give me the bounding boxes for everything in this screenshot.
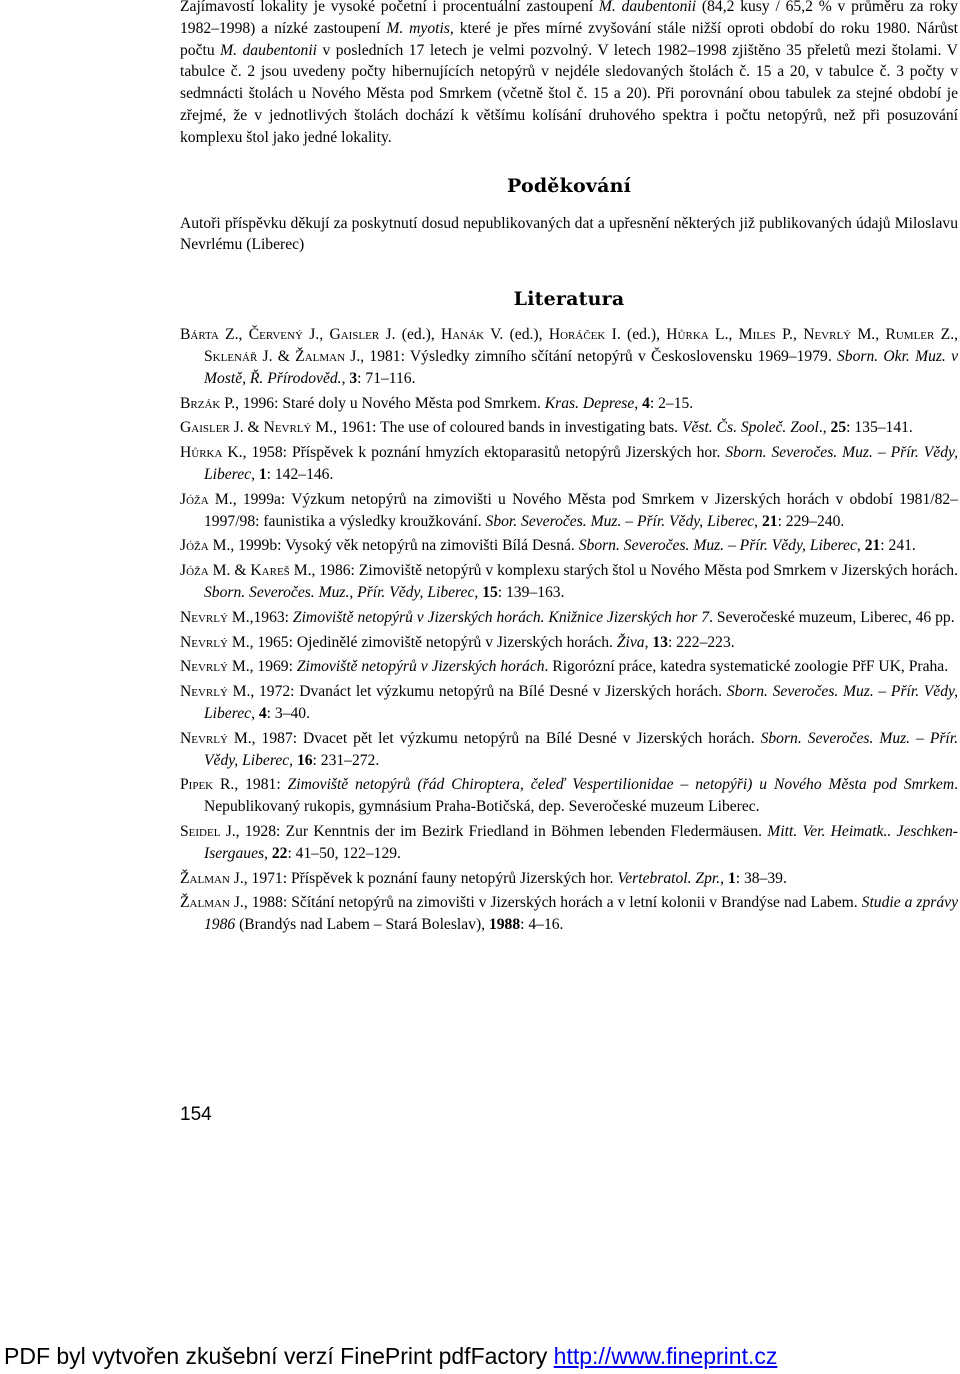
reference-text: : 4–16. [520,916,564,934]
page-number: 154 [180,1104,212,1125]
volume-number: 16 [296,751,313,769]
reference-text: M. & [208,562,251,580]
volume-number: 21 [864,537,881,555]
reference-text: (Brandýs nad Labem – Stará Boleslav), [235,916,489,934]
reference-text: J. & [257,347,296,365]
reference-text: : 139–163. [497,583,565,601]
volume-number: 1 [727,869,736,887]
author-name: Hůrka [180,444,223,462]
reference-item [180,535,958,557]
reference-text: , [341,369,350,387]
reference-text: J., [302,326,330,344]
author-name: Nevrlý [180,658,228,676]
author-name: Jóža [180,490,209,508]
author-name: Gaisler [180,419,230,437]
species-name: M. daubentonii [598,0,697,15]
reference-item [180,560,958,604]
reference-text: M., 1999a: Výzkum netopýrů na zimovišti u Nového Města pod Smrkem v Jizerských horách v období 1981/82–1997/98: faunistika a výsledky kroužkování. [204,490,958,530]
volume-number: 21 [761,512,778,530]
reference-text: J., 1928: Zur Kenntnis der im Bezirk Friedland in Böhmen lebenden Fledermäusen. [220,822,768,840]
volume-number: 1988 [488,916,521,934]
reference-text: V. (ed.), [484,326,549,344]
volume-number: 15 [482,583,498,601]
reference-text: : 229–240. [777,512,845,530]
reference-item [180,656,958,678]
reference-text: : 41–50, 122–129. [287,844,401,862]
reference-text: : 3–40. [266,704,310,722]
reference-text: M.,1963: [227,608,293,626]
reference-item [180,607,958,629]
author-name: Seidel [180,822,221,840]
intro-text: (84,2 kusy / 65,2 % v průměru za roky 1982–1998) a nízké zastoupení [180,0,958,37]
reference-text: , [289,751,297,769]
species-name: M. myotis [386,19,450,37]
author-name: Žalman [180,869,230,887]
reference-text: , [474,583,483,601]
author-name: Nevrlý [803,326,852,344]
reference-text: : 38–39. [735,869,787,887]
author-name: Hanák [441,326,485,344]
reference-text: . Rigorózní práce, katedra systematické zoologie PřF UK, Praha. [544,658,949,676]
author-name: Bárta [180,326,219,344]
volume-number: 25 [830,419,847,437]
reference-item [180,681,958,725]
reference-text: : 71–116. [357,369,416,387]
reference-text: J., 1988: Sčítání netopýrů na zimovišti v Jizerských horách a v letní kolonii v Brandýse nad Labem. [229,894,862,912]
reference-text: , [720,869,728,887]
publication-title: Živa [616,633,645,651]
publication-title: Kras. Deprese [544,394,635,412]
author-name: Rumler [885,326,935,344]
author-name: Hůrka [666,326,709,344]
author-name: Jóža [180,537,209,555]
reference-text: , [754,512,762,530]
reference-item [180,892,958,936]
volume-number: 4 [258,704,267,722]
reference-text: L., [708,326,739,344]
reference-text: Z., [218,326,249,344]
reference-text: J. (ed.), [379,326,442,344]
reference-item [180,821,958,865]
publication-title: Věst. Čs. Společ. Zool [681,419,819,437]
volume-number: 1 [258,465,267,483]
reference-text: M., 1969: [227,658,297,676]
publication-title: Zimoviště netopýrů (řád Chiroptera, čeleď Vespertilionidae – netopýři) u Nového Města pod Smrkem [287,776,955,794]
footer-text: PDF byl vytvořen zkušební verzí FinePrint pdfFactory [4,1343,554,1369]
reference-text: , [856,537,865,555]
reference-item [180,632,958,654]
reference-text: : 135–141. [846,419,913,437]
volume-number: 22 [271,844,288,862]
reference-text: : 231–272. [312,751,380,769]
reference-text: : 142–146. [266,465,334,483]
publication-title: Sborn. Severočes. Muz. – Přír. Vědy, Liberec [578,537,857,555]
author-name: Pipek [180,776,214,794]
reference-item [180,489,958,533]
volume-number: 3 [349,369,358,387]
publication-title: Sbor. Severočes. Muz. – Přír. Vědy, Liberec [485,512,755,530]
reference-text: M., 1961: The use of coloured bands in investigating bats. [311,419,682,437]
intro-text: Zajímavostí lokality je vysoké početní i procentuální zastoupení [180,0,599,15]
volume-number: 4 [642,394,650,412]
reference-text: Z., [934,326,958,344]
reference-text: : 222–223. [667,633,735,651]
author-name: Žalman [295,347,346,365]
reference-item [180,442,958,486]
reference-text: M., 1987: Dvacet pět let výzkumu netopýrů na Bílé Desné v Jizerských horách. [227,729,761,747]
author-name: Miles [738,326,776,344]
author-name: Jóža [180,562,209,580]
publication-title: Zimoviště netopýrů v Jizerských horách. Knižnice Jizerských hor 7 [292,608,710,626]
author-name: Nevrlý [263,419,312,437]
reference-item [180,417,958,439]
author-name: Nevrlý [180,608,228,626]
reference-text: ., [818,419,831,437]
author-name: Nevrlý [180,683,228,701]
author-name: Sklenář [204,347,258,365]
publication-title: Mitt. Ver. Heimatk.. Jeschken-Isergaues [204,822,958,862]
pdf-footer [4,1343,777,1370]
literature-heading: Literatura [513,288,625,311]
reference-text: . Nepublikovaný rukopis, gymnásium Praha-Botičská, dep. Severočeské muzeum Liberec. [204,776,958,816]
reference-text: M., [851,326,886,344]
intro-text: v posledních 17 letech je velmi pozvolný. V letech 1982–1998 zjištěno 35 přeletů mezi štolami. V tabulce č. 2 jsou uvedeny počty hibernujících netopýrů v nejdéle sledovaných štolách č. 15 a 20, v tabulce č. 3 počty v sedmnácti štolách u Nového Města pod Smrkem (včetně štol č. 15 a 20). Při porovnání obou tabulek za stejné období je zřejmé, že v jednotlivých štolách dochází k většímu kolísání druhového spektra i počtu netopýrů, než při posuzování komplexu štol jako jedné lokality. [180,41,958,146]
reference-text: M., 1986: Zimoviště netopýrů v komplexu starých štol u Nového Města pod Smrkem v Jizerských horách. [289,562,958,580]
acknowledgements-heading: Poděkování [506,174,632,197]
author-name: Kareš [250,562,290,580]
reference-text: K., 1958: Příspěvek k poznání hmyzích ektoparasitů netopýrů Jizerských hor. [222,444,726,462]
volume-number: 13 [652,633,668,651]
author-name: Horáček [548,326,606,344]
reference-text: P., [775,326,804,344]
reference-item [180,868,958,890]
reference-text: , [644,633,653,651]
reference-item [180,393,958,415]
publication-title: Zimoviště netopýrů v Jizerských horách [296,658,545,676]
reference-text: J., 1971: Příspěvek k poznání fauny netopýrů Jizerských hor. [229,869,618,887]
intro-text: , které je přes mírné zvyšování stále nižší oproti období do roku 1980. Nárůst počtu [180,19,958,59]
author-name: Brzák [180,394,221,412]
reference-text: J., 1981: Výsledky zimního sčítání netopýrů v Československu 1969–1979. [345,347,837,365]
reference-item [180,774,958,818]
reference-item [180,324,958,389]
publication-title: Studie a zprávy 1986 [204,894,958,934]
publication-title: Sborn. Okr. Muz. v Mostě, Ř. Přírodověd. [204,347,959,387]
publication-title: Vertebratol. Zpr. [617,869,721,887]
publication-title: Sborn. Severočes. Muz. – Přír. Vědy, Liberec [204,729,958,769]
reference-list [180,324,958,936]
author-name: Žalman [180,894,230,912]
publication-title: Sborn. Severočes. Muz. – Přír. Vědy, Liberec [204,683,958,722]
footer-link[interactable]: http://www.fineprint.cz [553,1343,778,1369]
reference-text: : 2–15. [649,394,694,412]
reference-text: . Severočeské muzeum, Liberec, 46 pp. [709,608,955,626]
reference-item [180,728,958,772]
author-name: Nevrlý [180,633,228,651]
publication-title: Sborn. Severočes. Muz. – Přír. Vědy, Liberec [204,444,958,483]
author-name: Červený [248,326,303,344]
reference-text: , [264,844,272,862]
acknowledgements-text: Autoři příspěvku děkují za poskytnutí dosud nepublikovaných dat a upřesnění některých již publikovaných údajů Miloslavu Nevrlému (Liberec) [180,214,958,254]
reference-text: : 241. [880,537,916,555]
reference-text: I. (ed.), [605,326,667,344]
author-name: Gaisler [329,326,380,344]
reference-text: , [251,704,259,722]
intro-paragraph [180,0,958,149]
reference-text: P., 1996: Staré doly u Nového Města pod Smrkem. [220,394,545,412]
reference-text: R., 1981: [213,776,288,794]
publication-title: Sborn. Severočes. Muz., Přír. Vědy, Liberec [204,583,475,601]
reference-text: M., 1972: Dvanáct let výzkumu netopýrů na Bílé Desné v Jizerských horách. [227,683,727,701]
species-name: M. daubentonii [220,41,317,59]
reference-text: M., 1999b: Vysoký věk netopýrů na zimovišti Bílá Desná. [208,537,579,555]
reference-text: , [251,465,259,483]
document-page [180,0,958,939]
author-name: Nevrlý [180,729,228,747]
reference-text: , [634,394,643,412]
reference-text: M., 1965: Ojedinělé zimoviště netopýrů v Jizerských horách. [227,633,617,651]
reference-text: J. & [229,419,264,437]
